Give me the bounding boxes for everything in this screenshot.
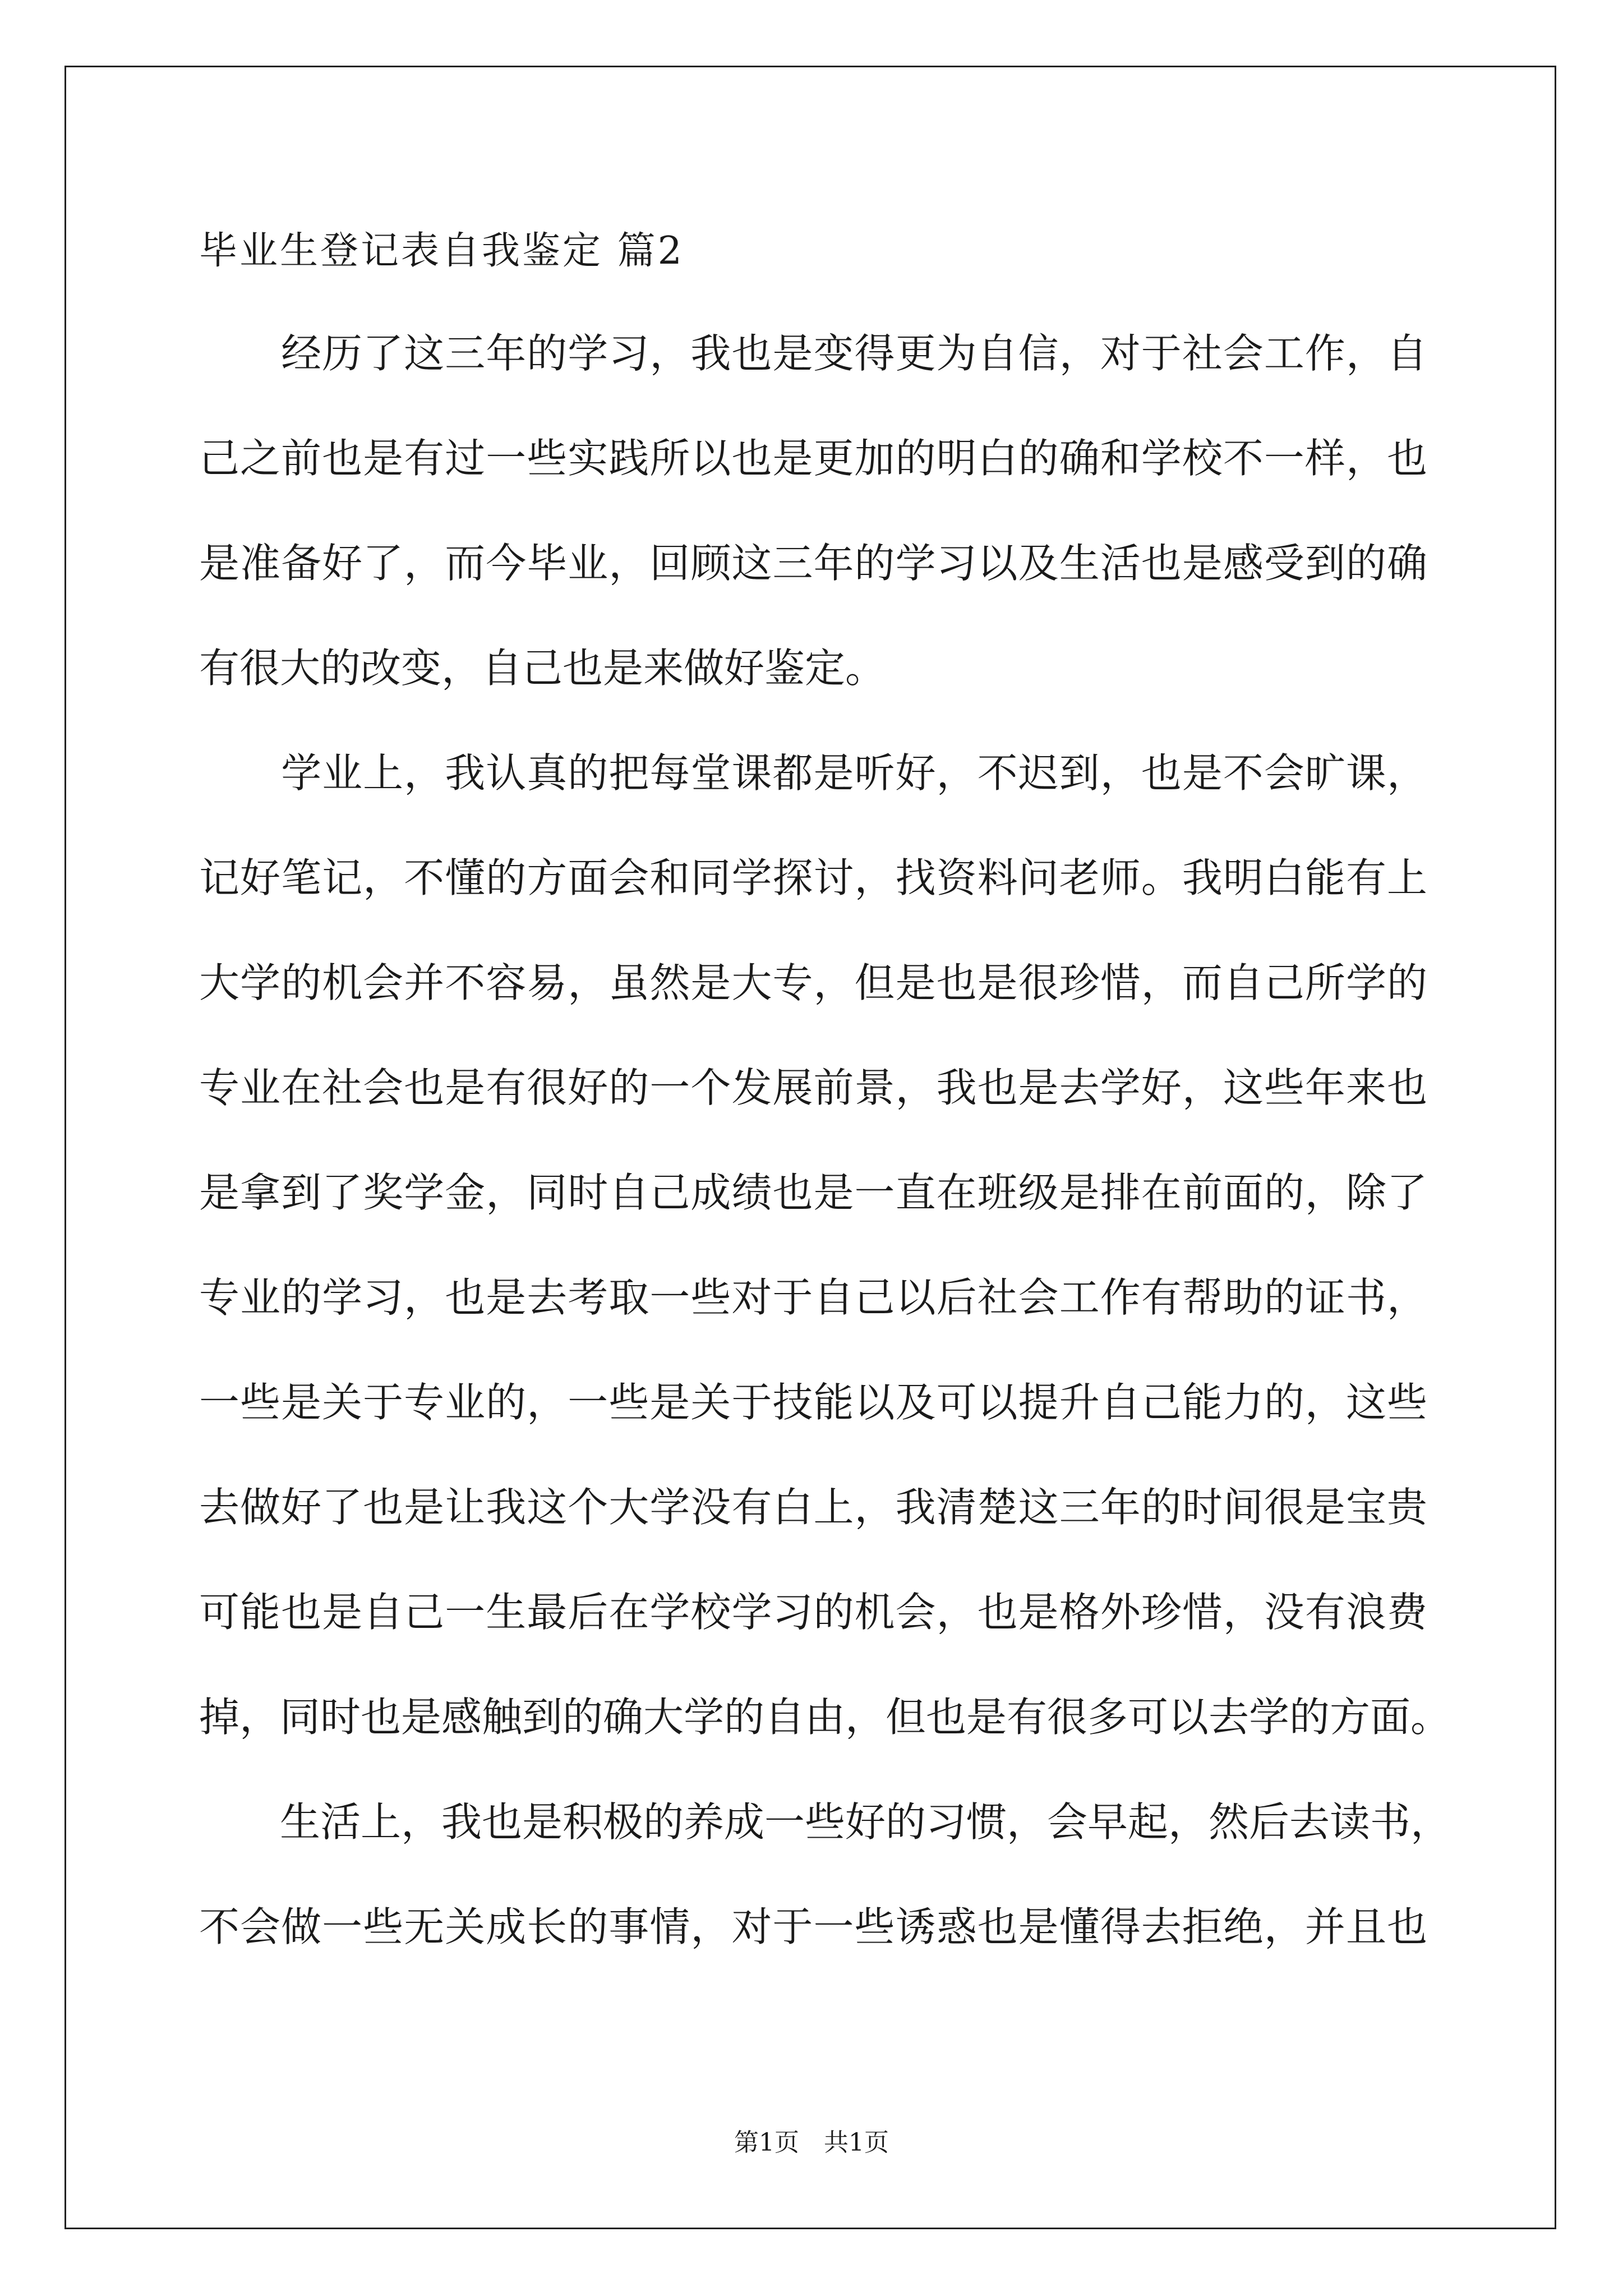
- text-line: 记好笔记，不懂的方面会和同学探讨，找资料问老师。我明白能有上: [199, 854, 1427, 901]
- text-line: 可能也是自己一生最后在学校学习的机会，也是格外珍惜，没有浪费: [199, 1589, 1427, 1636]
- text-line: 一些是关于专业的，一些是关于技能以及可以提升自己能力的，这些: [199, 1379, 1427, 1426]
- text-line: 学业上，我认真的把每堂课都是听好，不迟到，也是不会旷课，: [199, 749, 1427, 797]
- document-title: 毕业生登记表自我鉴定 篇2: [199, 229, 684, 273]
- page-footer: 第1页 共1页: [734, 2128, 889, 2157]
- text-line: 是拿到了奖学金，同时自己成绩也是一直在班级是排在前面的，除了: [199, 1169, 1427, 1216]
- text-line: 有很大的改变，自己也是来做好鉴定。: [199, 645, 886, 692]
- text-line: 专业在社会也是有很好的一个发展前景，我也是去学好，这些年来也: [199, 1064, 1427, 1111]
- text-line: 大学的机会并不容易，虽然是大专，但是也是很珍惜，而自己所学的: [199, 959, 1427, 1006]
- text-line: 经历了这三年的学习，我也是变得更为自信，对于社会工作，自: [199, 330, 1427, 377]
- text-line: 己之前也是有过一些实践所以也是更加的明白的确和学校不一样，也: [199, 435, 1427, 482]
- text-line: 是准备好了，而今毕业，回顾这三年的学习以及生活也是感受到的确: [199, 540, 1427, 587]
- text-line: 不会做一些无关成长的事情，对于一些诱惑也是懂得去拒绝，并且也: [199, 1903, 1427, 1950]
- document-body: [199, 317, 1451, 1995]
- text-line: 专业的学习，也是去考取一些对于自己以后社会工作有帮助的证书，: [199, 1274, 1427, 1321]
- text-line: 掉，同时也是感触到的确大学的自由，但也是有很多可以去学的方面。: [199, 1694, 1451, 1741]
- text-line: 去做好了也是让我这个大学没有白上，我清楚这三年的时间很是宝贵: [199, 1484, 1427, 1531]
- text-line: 生活上，我也是积极的养成一些好的习惯，会早起，然后去读书，: [199, 1798, 1451, 1846]
